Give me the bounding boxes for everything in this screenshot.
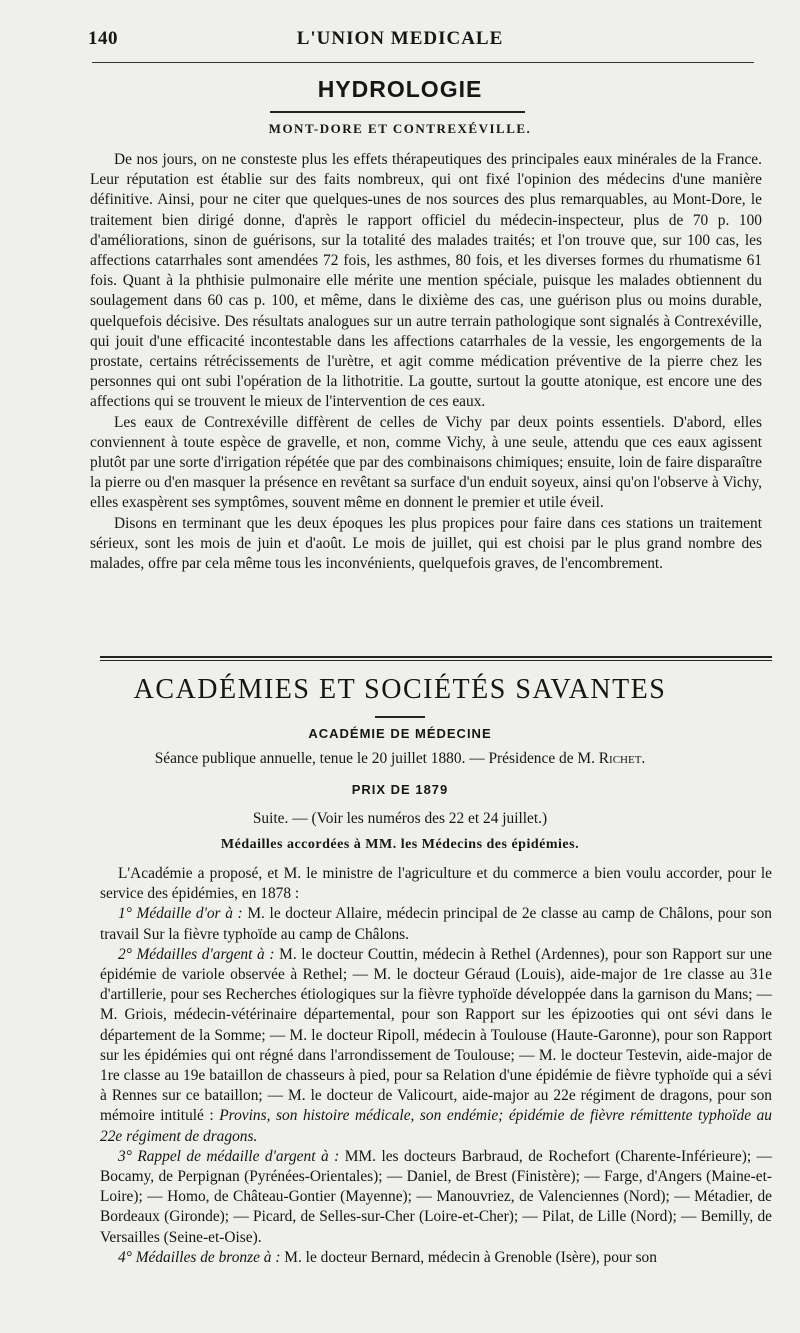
section-title-hydrologie: HYDROLOGIE	[317, 76, 483, 102]
paragraph: De nos jours, on ne consteste plus les effets thérapeutiques des principales eaux minérales de la France. Leur réputation est établie sur des faits nombreux, qui ont fixé l'opinion des médecins d'une manière définitive. Ainsi, pour ne citer que quelques-unes de nos sources des plus remarquables, au Mont-Dore, le traitement bien dirigé donne, d'après le rapport officiel du médecin-inspecteur, plus de 70 p. 100 d'améliorations, sinon de guérisons, sur la totalité des malades traités; et l'on trouve que, sur 100 cas, les affections catarrhales sont amendées 72 fois, les asthmes, 80 fois, et les diverses formes du rhumatisme 61 fois. Quant à la phthisie pulmonaire elle mérite une mention spéciale, puisque les malades obtiennent du soulagement dans 60 cas p. 100, et même, dans le dixième des cas, une guérison plus ou moins durable, quelquefois décisive. Des résultats analogues sur un autre terrain pathologique sont signalés à Contrexéville, qui jouit d'une efficacité incontestable dans les affections catarrhales de la vessie, les engorgements de la prostate, certains rétrécissements de l'urètre, et agit comme médication préventive de la pierre chez les personnes qui ont subi l'opération de la lithotritie. La goutte, surtout la goutte atonique, est encore une des affections qui se trouvent le mieux de l'intervention de ces eaux.	[90, 151, 762, 411]
medal-text: M. le docteur Couttin, médecin à Rethel (Ardennes), pour son Rapport sur une épidémie de variole observée à Rethel; — M. le docteur Géraud (Louis), aide-major de 1re classe au 31e d'artillerie, pour ses Recherches étiologiques sur la fièvre typhoïde développée dans la garnison du Mans; — M. Griois, médecin-vétérinaire départemental, pour son Rapport sur les épizooties qui ont sévi dans le département de la Somme; — M. le docteur Ripoll, médecin à Toulouse (Haute-Garonne), pour son Rapport sur les épidémies qui ont régné dans l'arrondissement de Toulouse; — M. le docteur Testevin, aide-major de 1re classe au 19e bataillon de chasseurs à pied, pour sa Relation d'une épidémie de fièvre typhoïde qui a sévi à Rennes sur ce bataillon; — M. le docteur de Valicourt, aide-major au 22e régiment de dragons, pour son mémoire intitulé :	[100, 945, 772, 1125]
medals-body	[100, 864, 772, 1268]
academy-heading: ACADÉMIE DE MÉDECINE	[308, 726, 492, 741]
medal-label: 3° Rappel de médaille d'argent à :	[118, 1147, 340, 1165]
paragraph: Disons en terminant que les deux époques les plus propices pour faire dans ces stations un traitement sérieux, sont les mois de juin et d'août. Le mois de juillet, qui est choisi par le plus grand nombre des malades, offre par cela même tous les inconvénients, quelquefois graves, de l'encombrement.	[90, 514, 762, 573]
running-header	[0, 26, 800, 60]
medal-text: MM. les docteurs Barbraud, de Rochefort (Charente-Inférieure); — Bocamy, de Perpignan (Pyrénées-Orientales); — Daniel, de Brest (Finistère); — Farge, d'Angers (Maine-et-Loire); — Homo, de Château-Gontier (Mayenne); — Manouvriez, de Valenciennes (Nord); — Métadier, de Bordeaux (Gironde); — Picard, de Selles-sur-Cher (Loire-et-Cher); — Pilat, de Lille (Nord); — Bemilly, de Versailles (Seine-et-Oise).	[100, 1147, 772, 1246]
section-divider	[100, 656, 772, 661]
medal-item	[100, 1147, 772, 1248]
medal-item	[100, 1248, 772, 1268]
session-line	[0, 750, 800, 768]
continuation-note: Suite. — (Voir les numéros des 22 et 24 juillet.)	[252, 810, 548, 827]
session-text: Séance publique annuelle, tenue le 20 juillet 1880. — Présidence de M.	[154, 750, 595, 767]
article-body	[90, 150, 762, 574]
section-title-academies: ACADÉMIES ET SOCIÉTÉS SAVANTES	[133, 674, 667, 705]
page-number: 140	[88, 28, 118, 49]
header-rule	[92, 62, 754, 63]
medal-text: M. le docteur Allaire, médecin principal de 2e classe au camp de Châlons, pour son travail Sur la fièvre typhoïde au camp de Châlons.	[100, 905, 772, 943]
medal-label: 4° Médailles de bronze à :	[118, 1248, 281, 1266]
medal-label: 1° Médaille d'or à :	[118, 905, 243, 923]
prize-heading: PRIX DE 1879	[351, 782, 449, 797]
president-name: Richet.	[598, 750, 646, 767]
section-subtitle: MONT-DORE ET CONTREXÉVILLE.	[268, 121, 532, 136]
medal-item	[100, 904, 772, 944]
journal-title: L'UNION MEDICALE	[296, 28, 504, 49]
medal-text-italic: Provins, son histoire médicale, son endémie; épidémie de fièvre rémittente typhoïde au 22e régiment de dragons.	[100, 1107, 772, 1145]
medals-heading: Médailles accordées à MM. les Médecins des épidémies.	[220, 837, 580, 852]
intro-paragraph: L'Académie a proposé, et M. le ministre de l'agriculture et du commerce a bien voulu accorder, pour le service des épidémies, en 1878 :	[100, 865, 772, 903]
section-title-rule	[270, 111, 525, 113]
section-title-rule	[375, 716, 425, 718]
paragraph: Les eaux de Contrexéville diffèrent de celles de Vichy par deux points essentiels. D'abord, elles conviennent à toute espèce de gravelle, et non, comme Vichy, à une seule, attendu que ces eaux agissent plutôt par une sorte d'irrigation répétée que par des combinaisons chimiques; ensuite, loin de faire disparaître la pierre ou d'en masquer la présence en revêtant sa surface d'un enduit soyeux, ainsi qu'on l'observe à Vichy, elles exaspèrent ses symptômes, souvent même en donnent le premier et utile éveil.	[90, 413, 762, 512]
medal-item	[100, 945, 772, 1147]
medal-text: M. le docteur Bernard, médecin à Grenoble (Isère), pour son	[280, 1248, 657, 1266]
medal-label: 2° Médailles d'argent à :	[118, 945, 275, 963]
